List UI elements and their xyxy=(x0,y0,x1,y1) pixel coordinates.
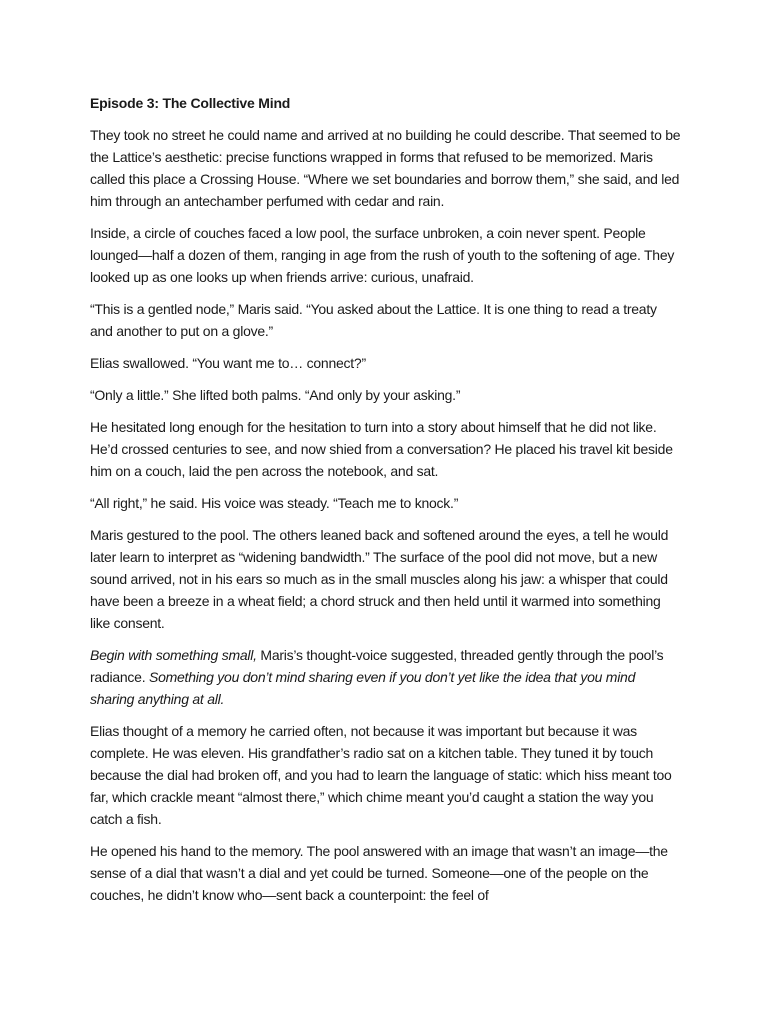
italic-paragraph xyxy=(90,644,682,710)
paragraph: They took no street he could name and arrived at no building he could describe. That seemed to be the Lattice’s aesthetic: precise functions wrapped in forms that refused to be memorized. Maris called this place a Crossing House. “Where we set boundaries and borrow them,” she said, and led him through an antechamber perfumed with cedar and rain. xyxy=(90,127,681,209)
paragraph: Maris gestured to the pool. The others leaned back and softened around the eyes, a tell he would later learn to interpret as “widening bandwidth.” The surface of the pool did not move, but a new sound arrived, not in his ears so much as in the small muscles along his jaw: a whisper that could have been a breeze in a wheat field; a chord struck and then held until it warmed into something like consent. xyxy=(90,527,669,631)
plain-text: Maris’s thought-voice suggested, threaded gently through the pool’s radiance. xyxy=(90,647,664,685)
paragraph: “This is a gentled node,” Maris said. “You asked about the Lattice. It is one thing to read a treaty and another to put on a glove.” xyxy=(90,301,657,339)
paragraph: Elias swallowed. “You want me to… connect?” xyxy=(90,355,366,371)
paragraph: He hesitated long enough for the hesitation to turn into a story about himself that he did not like. He’d crossed centuries to see, and now shied from a conversation? He placed his travel kit beside him on a couch, laid the pen across the notebook, and sat. xyxy=(90,419,673,479)
document-page xyxy=(90,92,682,916)
paragraph: He opened his hand to the memory. The pool answered with an image that wasn’t an image—the sense of a dial that wasn’t a dial and yet could be turned. Someone—one of the people on the couches, he didn’t know who—sent back a counterpoint: the feel of xyxy=(90,843,668,903)
paragraph: Elias thought of a memory he carried often, not because it was important but because it was complete. He was eleven. His grandfather’s radio sat on a kitchen table. They tuned it by touch because the dial had broken off, and you had to learn the language of static: which hiss meant too far, which crackle meant “almost there,” which chime meant you’d caught a station the way you catch a fish. xyxy=(90,723,672,827)
italic-text: Begin with something small, xyxy=(90,647,257,663)
italic-text: Something you don’t mind sharing even if you don’t yet like the idea that you mind sharing anything at all. xyxy=(90,669,636,707)
paragraph: “Only a little.” She lifted both palms. “And only by your asking.” xyxy=(90,387,461,403)
paragraph: “All right,” he said. His voice was steady. “Teach me to knock.” xyxy=(90,495,459,511)
episode-title: Episode 3: The Collective Mind xyxy=(90,95,291,111)
paragraph: Inside, a circle of couches faced a low pool, the surface unbroken, a coin never spent. People lounged—half a dozen of them, ranging in age from the rush of youth to the softening of age. They looked up as one looks up when friends arrive: curious, unafraid. xyxy=(90,225,675,285)
